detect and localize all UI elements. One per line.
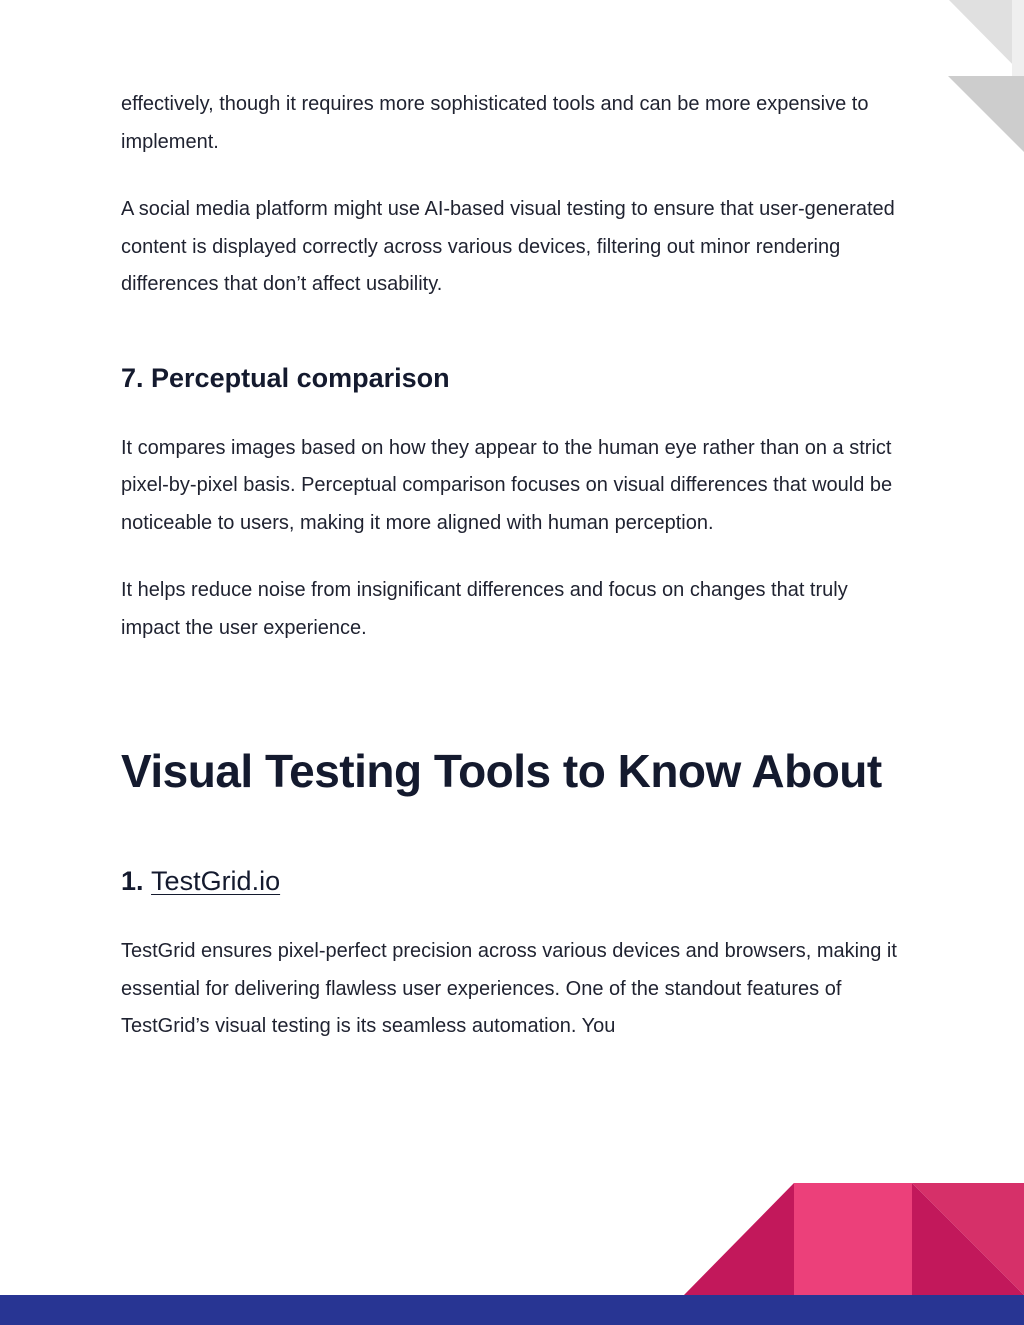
document-body xyxy=(121,86,911,1076)
footer-bar xyxy=(0,1295,1024,1325)
section-heading-perceptual-comparison: 7. Perceptual comparison xyxy=(121,362,450,393)
tool-heading-testgrid xyxy=(121,861,911,901)
corner-decoration-bottom xyxy=(684,1183,1024,1295)
paragraph-intro-continued: effectively, though it requires more sophisticated tools and can be more expensive to implement. xyxy=(121,93,869,153)
section-heading-visual-testing-tools: Visual Testing Tools to Know About xyxy=(121,745,882,797)
paragraph-perceptual-definition: It compares images based on how they appear to the human eye rather than on a strict pixel-by-pixel basis. Perceptual comparison focuses on visual differences that would be noticeable to users, making it more aligned with human perception. xyxy=(121,436,893,534)
paragraph-perceptual-benefit: It helps reduce noise from insignificant differences and focus on changes that truly impact the user experience. xyxy=(121,579,848,639)
testgrid-link[interactable]: TestGrid.io xyxy=(151,866,281,896)
paragraph-testgrid-description: TestGrid ensures pixel-perfect precision across various devices and browsers, making it essential for delivering flawless user experiences. One of the standout features of TestGrid’s visual testing is its seamless automation. You xyxy=(121,940,897,1037)
tool-number: 1. xyxy=(121,866,144,896)
paragraph-social-media-example: A social media platform might use AI-based visual testing to ensure that user-generated content is displayed correctly across various devices, filtering out minor rendering differences that don’t affect usability. xyxy=(121,198,895,295)
